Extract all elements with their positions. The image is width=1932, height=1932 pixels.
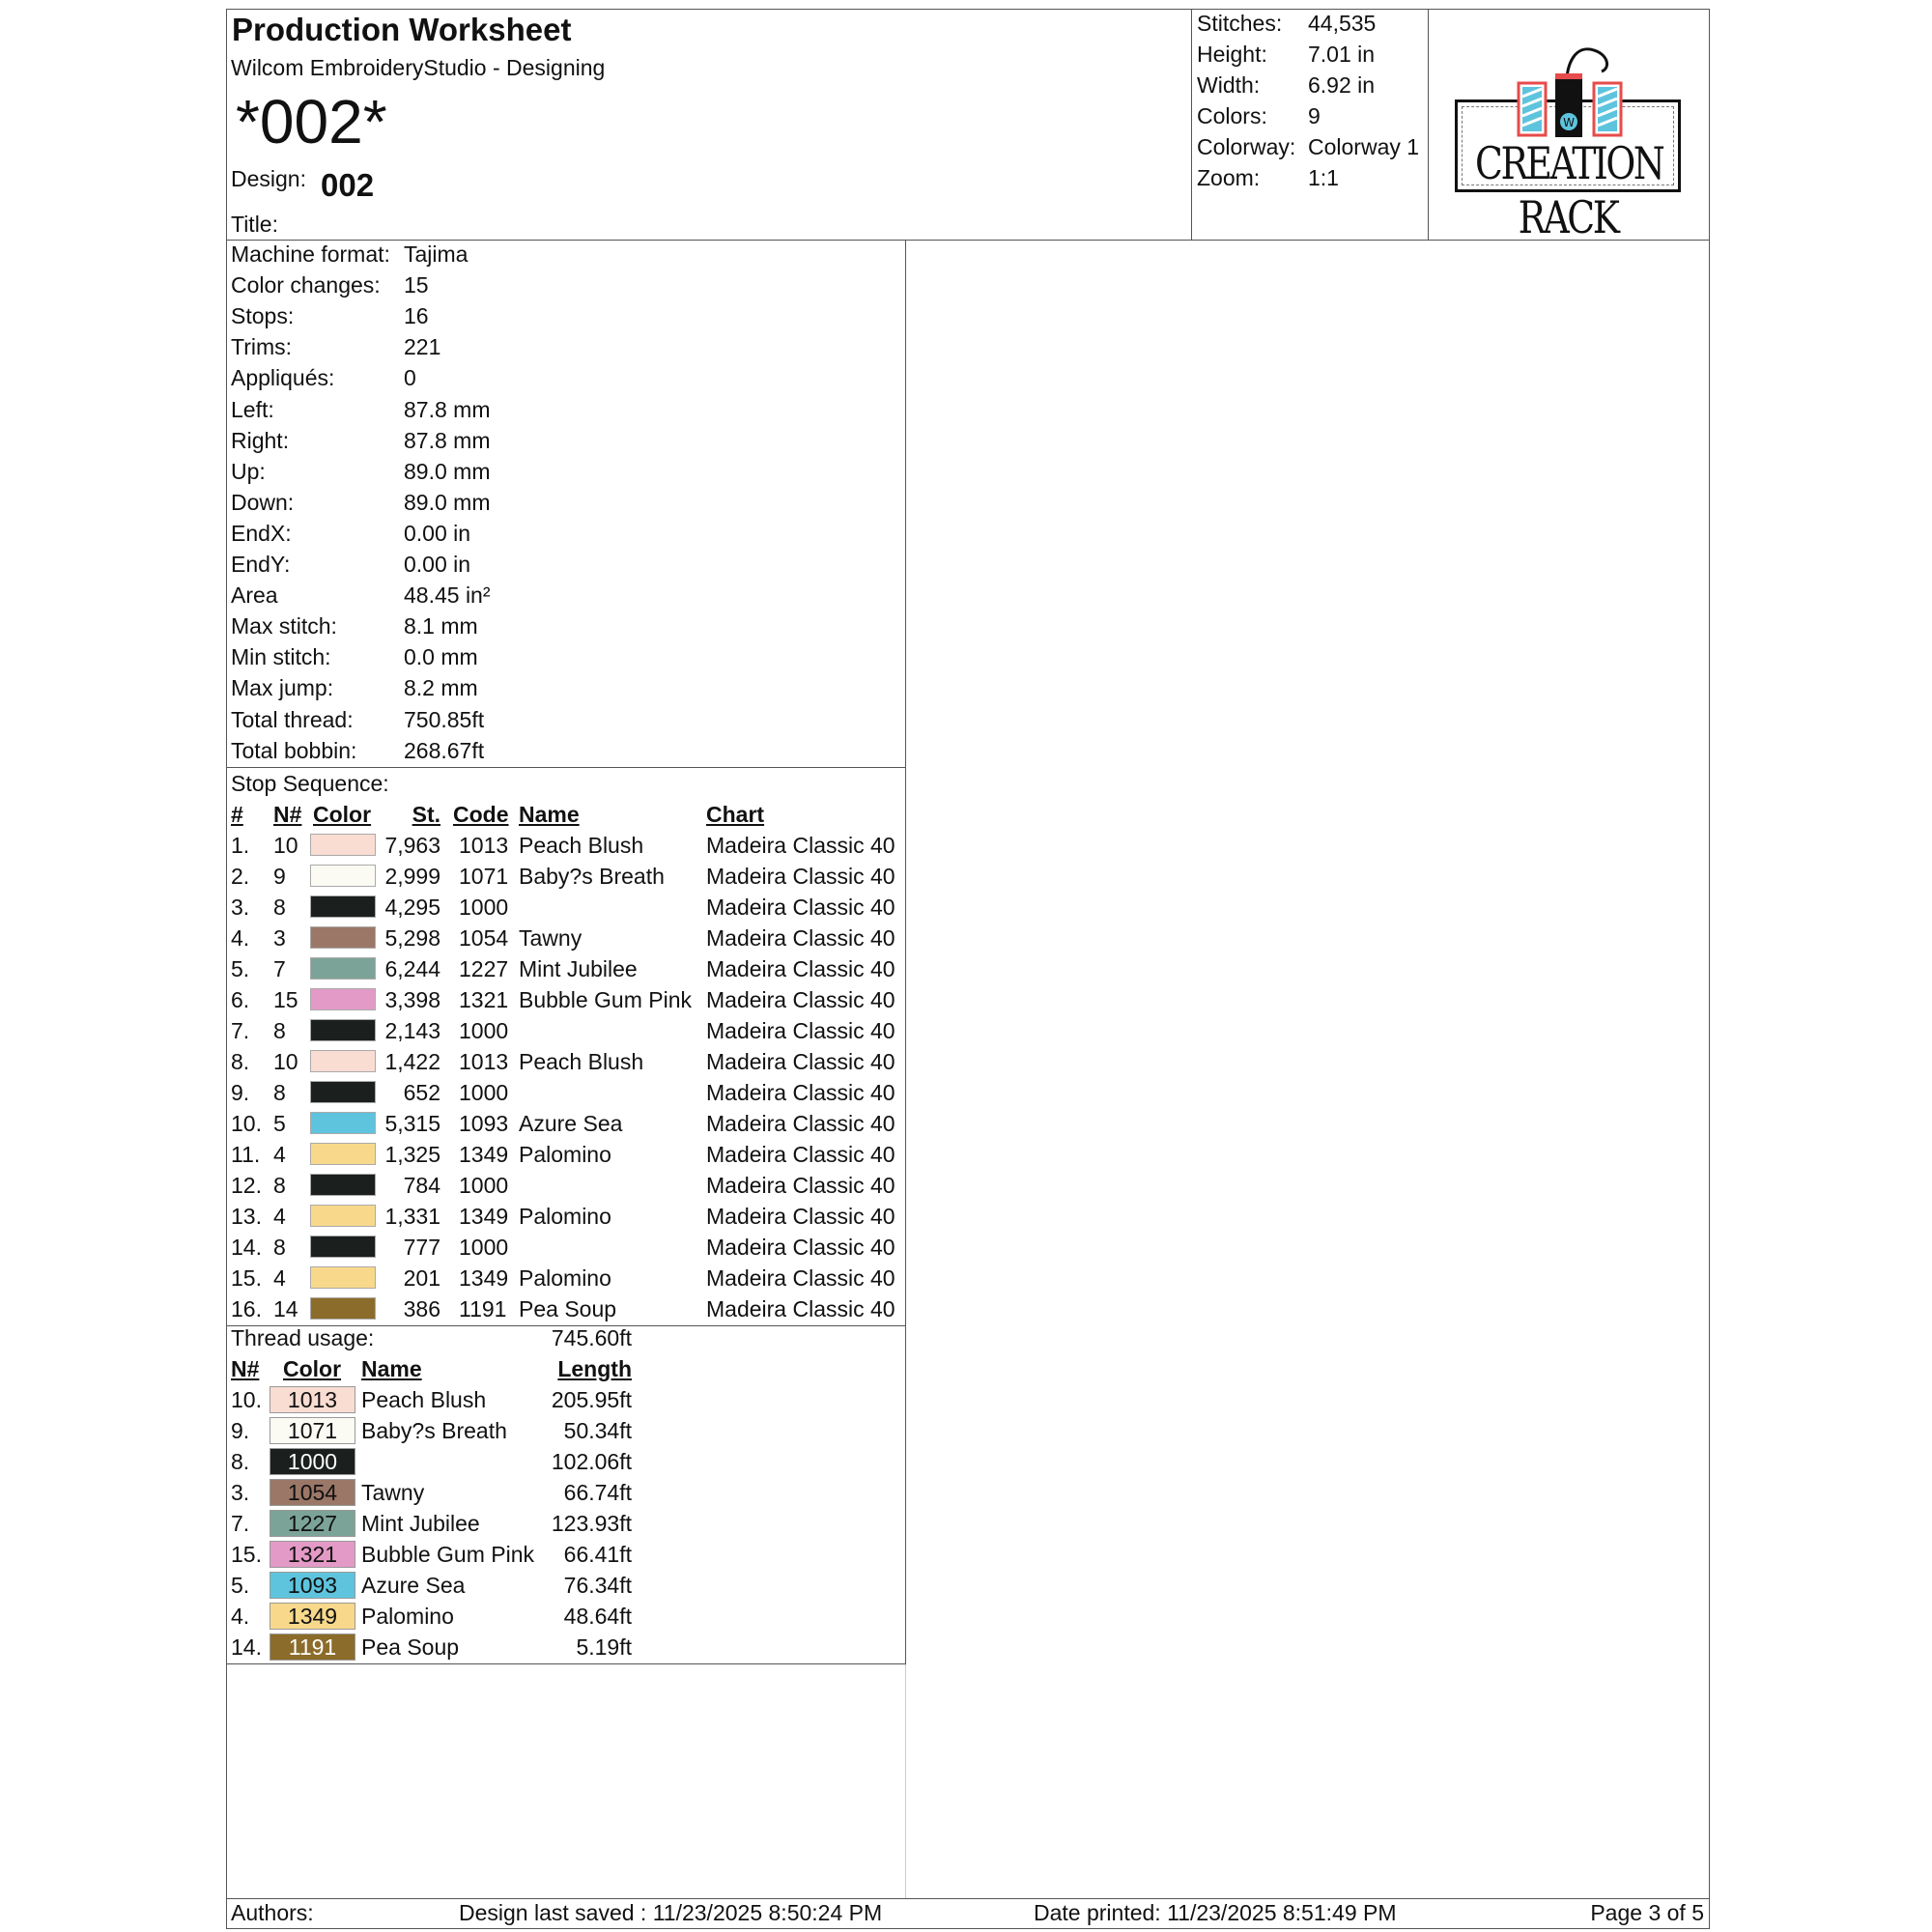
stop-needle: 8 [273,1018,286,1043]
stop-chart: Madeira Classic 40 [706,1173,895,1198]
footer-page-number: Page 3 of 5 [1590,1900,1704,1925]
footer-last-saved: Design last saved : 11/23/2025 8:50:24 PM [459,1900,883,1925]
stop-code: 1000 [459,1018,509,1043]
summary-label: Stitches: [1197,11,1283,36]
thread-length: 76.34ft [563,1573,632,1598]
thread-needle: 14. [231,1634,262,1660]
col-code-header: Code [453,802,509,827]
summary-label: Colorway: [1197,134,1296,159]
thread-length: 66.74ft [563,1480,632,1505]
summary-label: Width: [1197,72,1261,98]
stop-needle: 9 [273,864,286,889]
detail-label: Machine format: [231,242,390,267]
stop-code: 1013 [459,833,509,858]
stop-code: 1000 [459,1080,509,1105]
summary-label: Height: [1197,42,1267,67]
stop-needle: 10 [273,833,298,858]
thread-code-swatch: 1227 [270,1510,355,1537]
detail-label: Right: [231,427,290,453]
thread-needle: 10. [231,1387,262,1412]
tu-col-color-header: Color [283,1356,342,1381]
stop-code: 1191 [459,1296,507,1321]
stop-needle: 8 [273,1173,286,1198]
thread-name: Mint Jubilee [361,1511,480,1536]
stop-code: 1227 [459,956,509,981]
page-title: Production Worksheet [232,12,572,47]
summary-value: Colorway 1 [1308,134,1420,159]
stop-code: 1321 [459,987,509,1012]
stop-stitches: 386 [403,1296,440,1321]
detail-value: 8.1 mm [404,613,478,639]
thread-length: 50.34ft [563,1418,632,1443]
col-chart-header: Chart [706,802,765,827]
stop-stitches: 777 [403,1235,440,1260]
thread-code-swatch: 1013 [270,1386,355,1413]
stop-stitches: 1,422 [384,1049,440,1074]
svg-text:W: W [1563,116,1575,129]
logo-text: CREATION RACK [1475,137,1663,243]
detail-label: Appliqués: [231,365,335,391]
stop-needle: 8 [273,1080,286,1105]
thread-name: Palomino [361,1604,454,1629]
thread-name: Tawny [361,1480,425,1505]
detail-value: 89.0 mm [404,458,491,484]
stop-num: 11. [231,1142,261,1167]
col-n-header: N# [273,802,302,827]
stop-chart: Madeira Classic 40 [706,1018,895,1043]
stop-needle: 4 [273,1142,286,1167]
detail-value: 87.8 mm [404,396,491,422]
detail-value: Tajima [404,242,469,267]
stop-needle: 10 [273,1049,298,1074]
summary-label: Zoom: [1197,165,1261,190]
detail-label: Stops: [231,303,295,329]
stop-name: Tawny [519,925,582,951]
barcode-text: *002* [236,87,387,156]
thread-code-swatch: 1321 [270,1541,355,1568]
tu-col-length-header: Length [557,1356,632,1381]
detail-label: EndX: [231,520,292,546]
stop-num: 14. [231,1235,262,1260]
detail-label: Max jump: [231,675,334,701]
stop-code: 1000 [459,1235,509,1260]
stop-name: Bubble Gum Pink [519,987,692,1012]
col-name-header: Name [519,802,580,827]
stop-stitches: 6,244 [384,956,440,981]
stop-name: Pea Soup [519,1296,617,1321]
title-label: Title: [231,212,278,237]
left-column-divider-lower [905,1664,906,1898]
stop-num: 16. [231,1296,262,1321]
stop-num: 12. [231,1173,262,1198]
summary-value: 7.01 in [1308,42,1376,67]
thread-length: 205.95ft [551,1387,632,1412]
stop-num: 2. [231,864,250,889]
summary-value: 1:1 [1308,165,1339,190]
stop-chart: Madeira Classic 40 [706,1080,895,1105]
detail-value: 87.8 mm [404,427,491,453]
stop-chart: Madeira Classic 40 [706,956,895,981]
thread-needle: 5. [231,1573,250,1598]
thread-code-swatch: 1054 [270,1479,355,1506]
thread-usage-title: Thread usage: [231,1325,375,1350]
detail-label: Area [231,582,278,609]
stop-stitches: 652 [403,1080,440,1105]
stop-num: 5. [231,956,250,981]
stop-needle: 14 [273,1296,298,1321]
summary-value: 9 [1308,103,1321,128]
footer-top-rule [226,1898,1710,1899]
stop-num: 8. [231,1049,250,1074]
detail-label: Total thread: [231,706,354,732]
stop-chart: Madeira Classic 40 [706,1265,895,1291]
stop-name: Azure Sea [519,1111,623,1136]
stop-needle: 8 [273,895,286,920]
detail-label: EndY: [231,552,291,577]
stop-needle: 4 [273,1265,286,1291]
stop-chart: Madeira Classic 40 [706,987,895,1012]
stop-stitches: 2,143 [384,1018,440,1043]
detail-label: Down: [231,489,295,515]
thread-length: 48.64ft [563,1604,632,1629]
header-divider-1 [1191,9,1192,241]
thread-code-swatch: 1349 [270,1603,355,1630]
stop-stitches: 4,295 [384,895,440,920]
stop-num: 10. [231,1111,262,1136]
stop-name: Palomino [519,1204,611,1229]
stop-chart: Madeira Classic 40 [706,1235,895,1260]
detail-value: 221 [404,334,441,360]
thread-needle: 9. [231,1418,250,1443]
stop-num: 9. [231,1080,250,1105]
stop-sequence-title: Stop Sequence: [231,771,389,796]
header-divider-2 [1428,9,1429,241]
stop-chart: Madeira Classic 40 [706,1111,895,1136]
detail-value: 15 [404,272,429,298]
thread-name: Azure Sea [361,1573,466,1598]
col-st-header: St. [412,802,440,827]
software-name: Wilcom EmbroideryStudio - Designing [231,55,606,80]
stop-chart: Madeira Classic 40 [706,925,895,951]
stop-chart: Madeira Classic 40 [706,864,895,889]
detail-value: 48.45 in² [404,582,491,609]
detail-label: Up: [231,458,266,484]
thread-code-swatch: 1000 [270,1448,355,1475]
stop-code: 1000 [459,895,509,920]
detail-value: 750.85ft [404,706,485,732]
stop-code: 1093 [459,1111,509,1136]
detail-label: Max stitch: [231,613,337,639]
thread-code-swatch: 1071 [270,1417,355,1444]
thread-name: Baby?s Breath [361,1418,507,1443]
summary-value: 6.92 in [1308,72,1376,98]
thread-needle: 7. [231,1511,250,1536]
stop-num: 3. [231,895,250,920]
stop-code: 1013 [459,1049,509,1074]
thread-needle: 4. [231,1604,250,1629]
detail-label: Left: [231,396,274,422]
stop-code: 1000 [459,1173,509,1198]
stop-stitches: 7,963 [384,833,440,858]
stop-name: Baby?s Breath [519,864,665,889]
stop-name: Palomino [519,1265,611,1291]
detail-value: 8.2 mm [404,675,478,701]
stop-chart: Madeira Classic 40 [706,895,895,920]
stop-stitches: 784 [403,1173,440,1198]
stop-chart: Madeira Classic 40 [706,1296,895,1321]
stop-code: 1349 [459,1204,509,1229]
detail-value: 16 [404,303,429,329]
stop-needle: 4 [273,1204,286,1229]
left-column-divider [905,240,906,1664]
stop-name: Peach Blush [519,1049,644,1074]
thread-name: Bubble Gum Pink [361,1542,534,1567]
thread-usage-total: 745.60ft [551,1325,632,1350]
stop-code: 1349 [459,1142,509,1167]
stop-needle: 15 [273,987,298,1012]
stop-needle: 3 [273,925,286,951]
detail-value: 0.0 mm [404,644,478,670]
stop-stitches: 1,331 [384,1204,440,1229]
tu-col-name-header: Name [361,1356,422,1381]
detail-value: 0.00 in [404,520,471,546]
stop-code: 1054 [459,925,509,951]
thread-needle: 8. [231,1449,250,1474]
detail-value: 89.0 mm [404,489,491,515]
stop-chart: Madeira Classic 40 [706,1049,895,1074]
summary-label: Colors: [1197,103,1267,128]
stop-name: Mint Jubilee [519,956,638,981]
stop-stitches: 1,325 [384,1142,440,1167]
design-value: 002 [321,167,375,203]
thread-usage-bottom-rule [226,1663,906,1664]
footer-date-printed: Date printed: 11/23/2025 8:51:49 PM [1034,1900,1397,1925]
detail-value: 0 [404,365,416,391]
col-num-header: # [231,802,243,827]
detail-label: Color changes: [231,272,381,298]
thread-needle: 15. [231,1542,262,1567]
thread-name: Pea Soup [361,1634,460,1660]
stop-num: 7. [231,1018,250,1043]
stop-needle: 7 [273,956,286,981]
stop-code: 1349 [459,1265,509,1291]
stop-num: 15. [231,1265,262,1291]
tu-col-n-header: N# [231,1356,260,1381]
stop-chart: Madeira Classic 40 [706,1204,895,1229]
thread-length: 66.41ft [563,1542,632,1567]
thread-needle: 3. [231,1480,250,1505]
thread-spools-logo-icon [1507,43,1633,139]
stop-name: Palomino [519,1142,611,1167]
detail-value: 268.67ft [404,737,485,763]
detail-label: Min stitch: [231,644,331,670]
stop-num: 4. [231,925,250,951]
stop-code: 1071 [459,864,509,889]
thread-length: 102.06ft [551,1449,632,1474]
footer-authors: Authors: [231,1900,314,1925]
stop-num: 6. [231,987,250,1012]
stop-num: 1. [231,833,250,858]
stop-chart: Madeira Classic 40 [706,833,895,858]
stop-stitches: 5,315 [384,1111,440,1136]
col-color-header: Color [313,802,372,827]
stop-needle: 5 [273,1111,286,1136]
thread-length: 123.93ft [551,1511,632,1536]
stop-stitches: 5,298 [384,925,440,951]
design-label: Design: [231,166,306,191]
stop-chart: Madeira Classic 40 [706,1142,895,1167]
stop-stitches: 3,398 [384,987,440,1012]
thread-length: 5.19ft [576,1634,632,1660]
stop-stitches: 2,999 [384,864,440,889]
stop-name: Peach Blush [519,833,644,858]
thread-code-swatch: 1191 [270,1634,355,1661]
summary-value: 44,535 [1308,11,1377,36]
detail-label: Total bobbin: [231,737,357,763]
thread-code-swatch: 1093 [270,1572,355,1599]
detail-value: 0.00 in [404,552,471,577]
stop-needle: 8 [273,1235,286,1260]
stop-stitches: 201 [403,1265,440,1291]
thread-name: Peach Blush [361,1387,487,1412]
stop-num: 13. [231,1204,262,1229]
detail-label: Trims: [231,334,293,360]
